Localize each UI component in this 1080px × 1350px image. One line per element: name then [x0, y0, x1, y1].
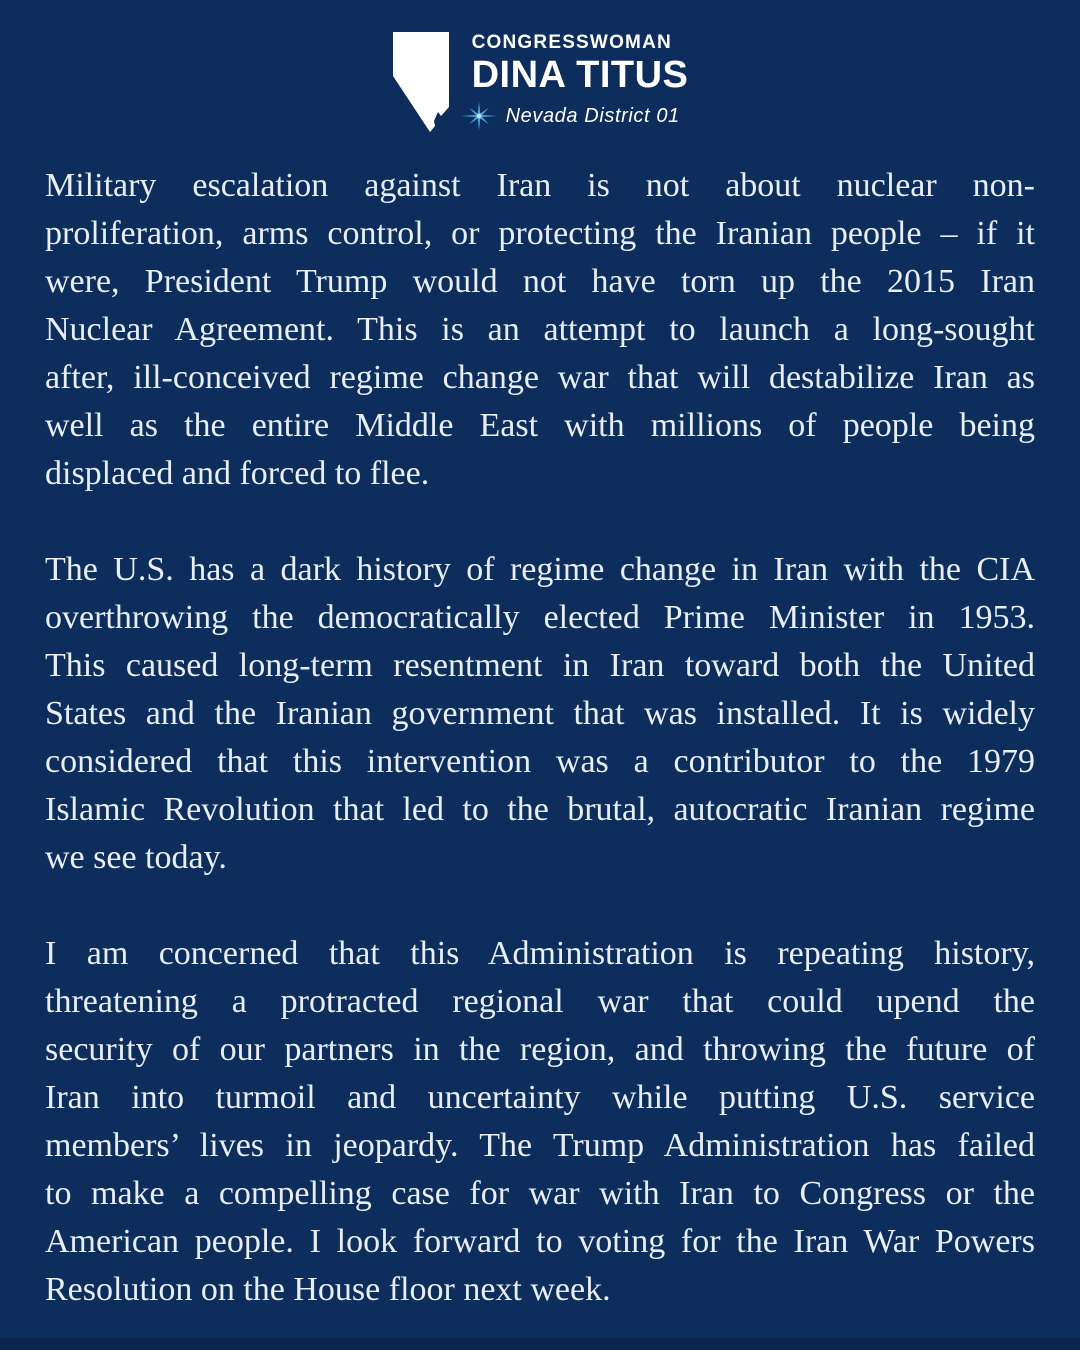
statement-line: after, ill-conceived regime change war that will destabilize Iran as: [45, 359, 1035, 396]
statement-line: proliferation, arms control, or protecting the Iranian people – if it: [45, 215, 1035, 252]
statement-line: well as the entire Middle East with millions of people being: [45, 407, 1035, 444]
statement-line: Resolution on the House floor next week.: [45, 1271, 611, 1308]
statement-line: to make a compelling case for war with Iran to Congress or the: [45, 1175, 1035, 1212]
statement-line: I am concerned that this Administration is repeating history,: [45, 935, 1035, 972]
logo-name: DINA TITUS: [471, 53, 689, 96]
statement-line: security of our partners in the region, and throwing the future of: [45, 1031, 1035, 1068]
statement-line: This caused long-term resentment in Iran toward both the United: [45, 647, 1035, 684]
logo-district: Nevada District 01: [505, 104, 680, 127]
statement-line: States and the Iranian government that was installed. It is widely: [45, 695, 1035, 732]
statement-line: displaced and forced to flee.: [45, 455, 430, 492]
statement-line: Iran into turmoil and uncertainty while putting U.S. service: [45, 1079, 1035, 1116]
statement-line: overthrowing the democratically elected Prime Minister in 1953.: [45, 599, 1035, 636]
logo-district-row: [460, 100, 680, 132]
statement-line: we see today.: [45, 839, 227, 876]
statement-line: American people. I look forward to voting for the Iran War Powers: [45, 1223, 1035, 1260]
statement-line: Nuclear Agreement. This is an attempt to launch a long-sought: [45, 311, 1035, 348]
statement-line: The U.S. has a dark history of regime change in Iran with the CIA: [45, 551, 1035, 588]
nevada-state-icon: [392, 31, 450, 134]
statement-paragraph: [45, 546, 1035, 882]
statement-line: considered that this intervention was a contributor to the 1979: [45, 743, 1035, 780]
logo-text: [472, 33, 689, 133]
logo: [0, 0, 1080, 135]
star-sparkle-icon: [460, 100, 498, 132]
statement-paragraph: [45, 930, 1035, 1314]
statement-line: were, President Trump would not have torn up the 2015 Iran: [45, 263, 1035, 300]
statement-line: Military escalation against Iran is not about nuclear non-: [45, 167, 1035, 204]
statement-paragraph: [45, 162, 1035, 498]
statement-line: threatening a protracted regional war that could upend the: [45, 983, 1035, 1020]
bottom-edge-shade: [0, 1338, 1080, 1350]
statement-line: members’ lives in jeopardy. The Trump Administration has failed: [45, 1127, 1035, 1164]
statement-text: [45, 162, 1035, 1314]
logo-kicker: CONGRESSWOMAN: [471, 31, 672, 53]
statement-line: Islamic Revolution that led to the brutal, autocratic Iranian regime: [45, 791, 1035, 828]
